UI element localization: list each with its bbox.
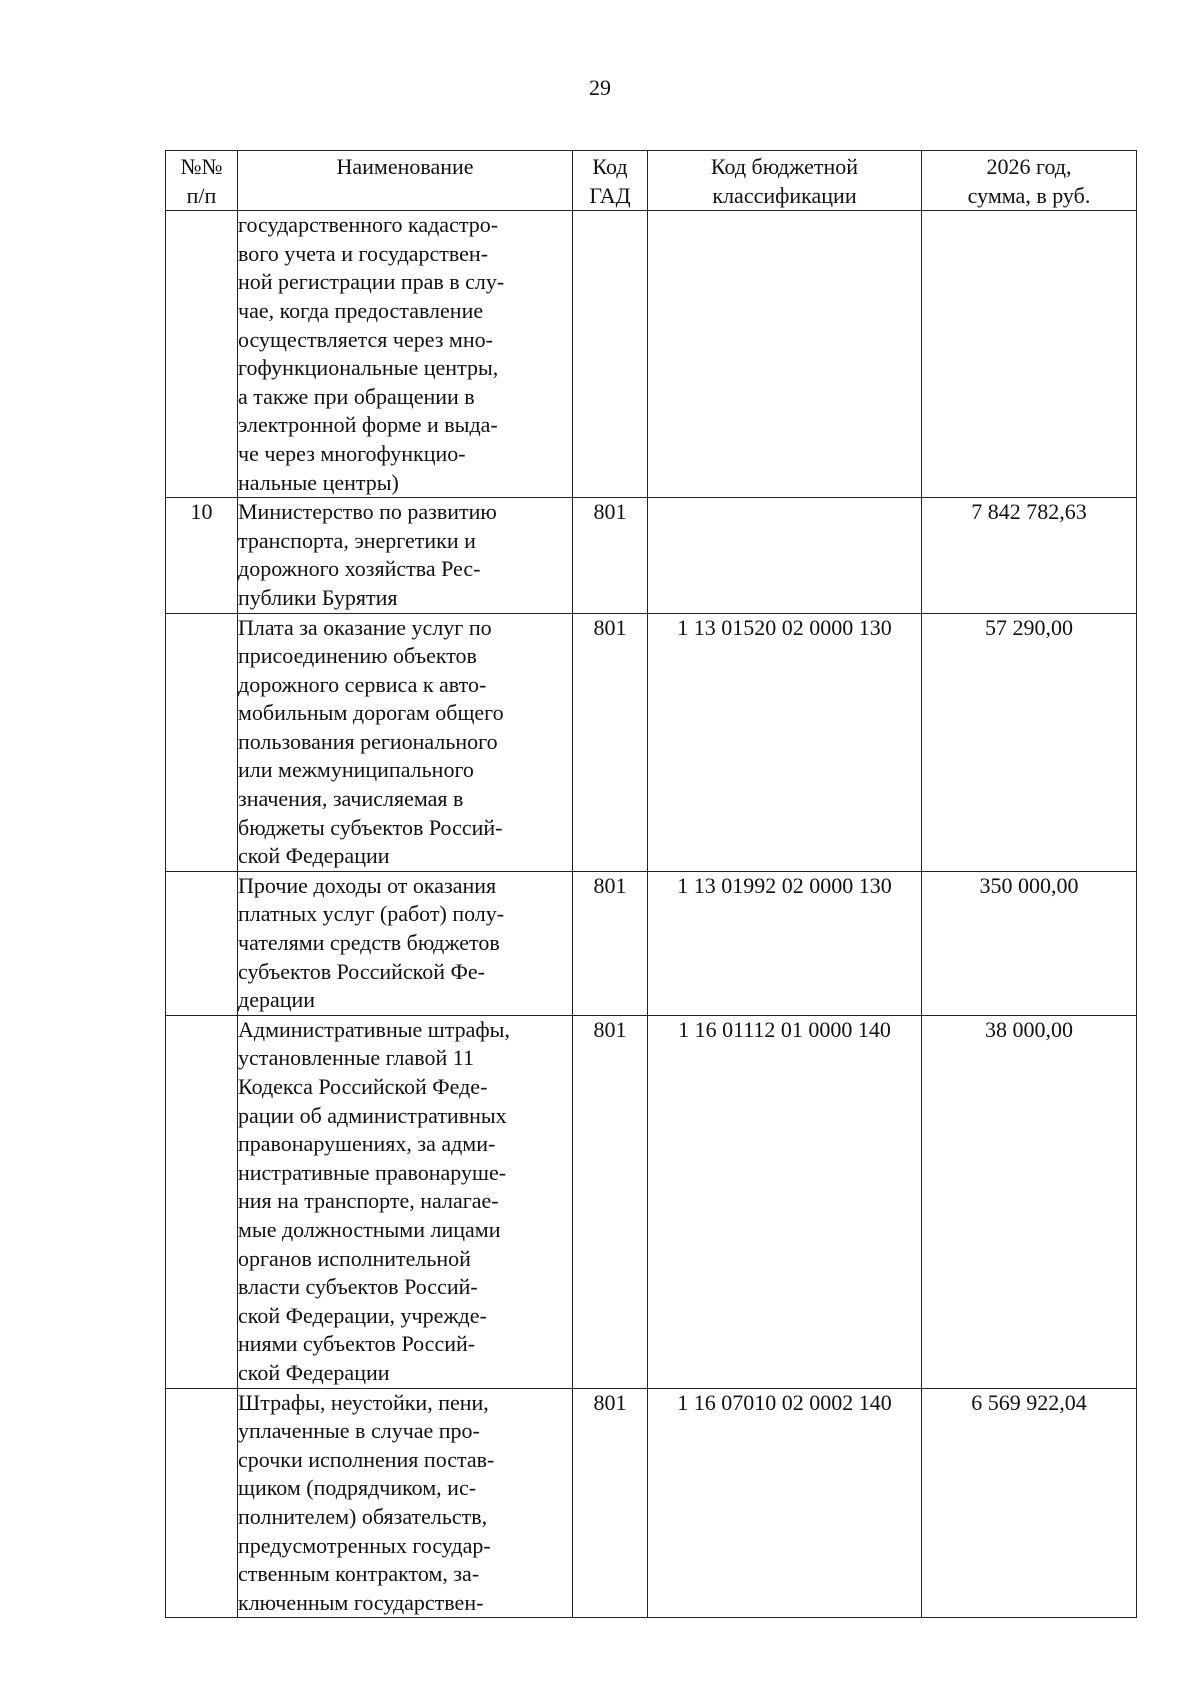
row-gad-cell: 801 <box>573 1015 648 1388</box>
row-name-line: публики Бурятия <box>238 584 398 610</box>
row-kbk-cell: 1 16 01112 01 0000 140 <box>648 1015 922 1388</box>
table-body <box>166 211 1137 1618</box>
row-name-line: щиком (подрядчиком, ис- <box>238 1475 477 1501</box>
header-gad-line: ГАД <box>589 182 631 208</box>
row-name-line: чае, когда предоставление <box>238 297 484 323</box>
table-row <box>166 613 1137 871</box>
header-num <box>166 151 238 211</box>
row-gad-cell: 801 <box>573 498 648 613</box>
row-name-line: правонарушениях, за адми- <box>238 1131 496 1157</box>
header-sum-line: сумма, в руб. <box>967 182 1091 208</box>
row-name-line: ственным контрактом, за- <box>238 1561 480 1587</box>
row-number-cell <box>166 871 238 1015</box>
header-name-line: Наименование <box>336 154 474 179</box>
header-num-line: п/п <box>186 182 217 208</box>
row-name-line: пользования регионального <box>238 728 498 754</box>
row-name-line: осуществляется через мно- <box>238 326 493 352</box>
table-row <box>166 1015 1137 1388</box>
row-sum-cell: 350 000,00 <box>922 871 1137 1015</box>
row-sum-cell: 57 290,00 <box>922 613 1137 871</box>
row-sum-cell: 6 569 922,04 <box>922 1388 1137 1618</box>
row-name-line: ния на транспорте, налагае- <box>238 1188 499 1214</box>
row-name-line: субъектов Российской Фе- <box>238 958 485 984</box>
budget-table <box>165 150 1137 1618</box>
row-name-line: Прочие доходы от оказания <box>238 872 497 898</box>
row-name-line: транспорта, энергетики и <box>238 527 476 553</box>
row-name-line: уплаченные в случае про- <box>238 1418 480 1444</box>
row-name-line: власти субъектов Россий- <box>238 1274 478 1300</box>
table-row <box>166 871 1137 1015</box>
row-name-line: платных услуг (работ) полу- <box>238 901 505 927</box>
header-num-line: №№ <box>180 154 223 179</box>
header-sum-line: 2026 год, <box>986 154 1072 179</box>
row-sum-cell: 7 842 782,63 <box>922 498 1137 613</box>
row-name-line: ниями субъектов Россий- <box>238 1331 476 1357</box>
row-name-line: ской Федерации <box>238 843 390 869</box>
row-number-cell <box>166 1015 238 1388</box>
header-kbk-line: Код бюджетной <box>710 154 859 179</box>
row-name-line: дорожного сервиса к авто- <box>238 671 487 697</box>
header-sum <box>922 151 1137 211</box>
row-name-cell <box>238 1015 573 1388</box>
row-name-cell <box>238 613 573 871</box>
row-kbk-cell: 1 13 01520 02 0000 130 <box>648 613 922 871</box>
row-name-line: нистративные правонаруше- <box>238 1159 507 1185</box>
row-name-line: установленные главой 11 <box>238 1045 474 1071</box>
row-gad-cell: 801 <box>573 613 648 871</box>
header-name <box>238 151 573 211</box>
row-kbk-cell: 1 16 07010 02 0002 140 <box>648 1388 922 1618</box>
row-name-line: дерации <box>238 987 316 1013</box>
row-sum-cell <box>922 211 1137 498</box>
table-row <box>166 498 1137 613</box>
row-name-line: дорожного хозяйства Рес- <box>238 556 481 582</box>
row-name-line: бюджеты субъектов Россий- <box>238 814 503 840</box>
row-name-line: Плата за оказание услуг по <box>238 614 492 640</box>
row-number-cell <box>166 613 238 871</box>
row-name-line: Штрафы, неустойки, пени, <box>238 1389 489 1415</box>
row-name-line: че через многофункцио- <box>238 440 466 466</box>
row-name-cell <box>238 211 573 498</box>
table-row <box>166 211 1137 498</box>
row-kbk-cell <box>648 211 922 498</box>
row-name-line: мые должностными лицами <box>238 1216 501 1242</box>
row-name-line: значения, зачисляемая в <box>238 786 464 812</box>
row-name-line: Административные штрафы, <box>238 1016 510 1042</box>
row-name-line: а также при обращении в <box>238 383 475 409</box>
row-number-cell <box>166 211 238 498</box>
page-number: 29 <box>589 75 611 100</box>
row-kbk-cell <box>648 498 922 613</box>
row-name-line: предусмотренных государ- <box>238 1532 491 1558</box>
row-name-line: органов исполнительной <box>238 1245 471 1271</box>
table-row <box>166 1388 1137 1618</box>
row-gad-cell: 801 <box>573 871 648 1015</box>
row-name-line: ской Федерации <box>238 1359 390 1385</box>
row-name-line: нальные центры) <box>238 469 399 495</box>
row-name-line: ключенным государствен- <box>238 1589 484 1615</box>
row-name-line: чателями средств бюджетов <box>238 930 500 956</box>
row-name-line: мобильным дорогам общего <box>238 700 504 726</box>
header-gad <box>573 151 648 211</box>
row-name-line: присоединению объектов <box>238 643 477 669</box>
header-kbk <box>648 151 922 211</box>
row-name-cell <box>238 1388 573 1618</box>
row-name-line: гофункциональные центры, <box>238 355 499 381</box>
row-gad-cell: 801 <box>573 1388 648 1618</box>
row-name-cell <box>238 498 573 613</box>
header-kbk-line: классификации <box>712 182 857 208</box>
row-name-line: государственного кадастро- <box>238 212 499 238</box>
row-name-line: срочки исполнения постав- <box>238 1446 495 1472</box>
row-gad-cell <box>573 211 648 498</box>
row-sum-cell: 38 000,00 <box>922 1015 1137 1388</box>
row-name-line: вого учета и государствен- <box>238 240 489 266</box>
row-number-cell: 10 <box>166 498 238 613</box>
row-name-line: или межмуниципального <box>238 757 474 783</box>
row-name-line: ской Федерации, учрежде- <box>238 1302 487 1328</box>
row-kbk-cell: 1 13 01992 02 0000 130 <box>648 871 922 1015</box>
row-name-line: электронной форме и выда- <box>238 412 498 438</box>
row-name-cell <box>238 871 573 1015</box>
row-number-cell <box>166 1388 238 1618</box>
row-name-line: Кодекса Российской Феде- <box>238 1074 488 1099</box>
header-gad-line: Код <box>592 154 628 179</box>
row-name-line: рации об административных <box>238 1102 507 1128</box>
row-name-line: ной регистрации прав в слу- <box>238 269 505 295</box>
table-header-row <box>166 151 1137 211</box>
row-name-line: Министерство по развитию <box>238 499 497 525</box>
row-name-line: полнителем) обязательств, <box>238 1503 488 1529</box>
